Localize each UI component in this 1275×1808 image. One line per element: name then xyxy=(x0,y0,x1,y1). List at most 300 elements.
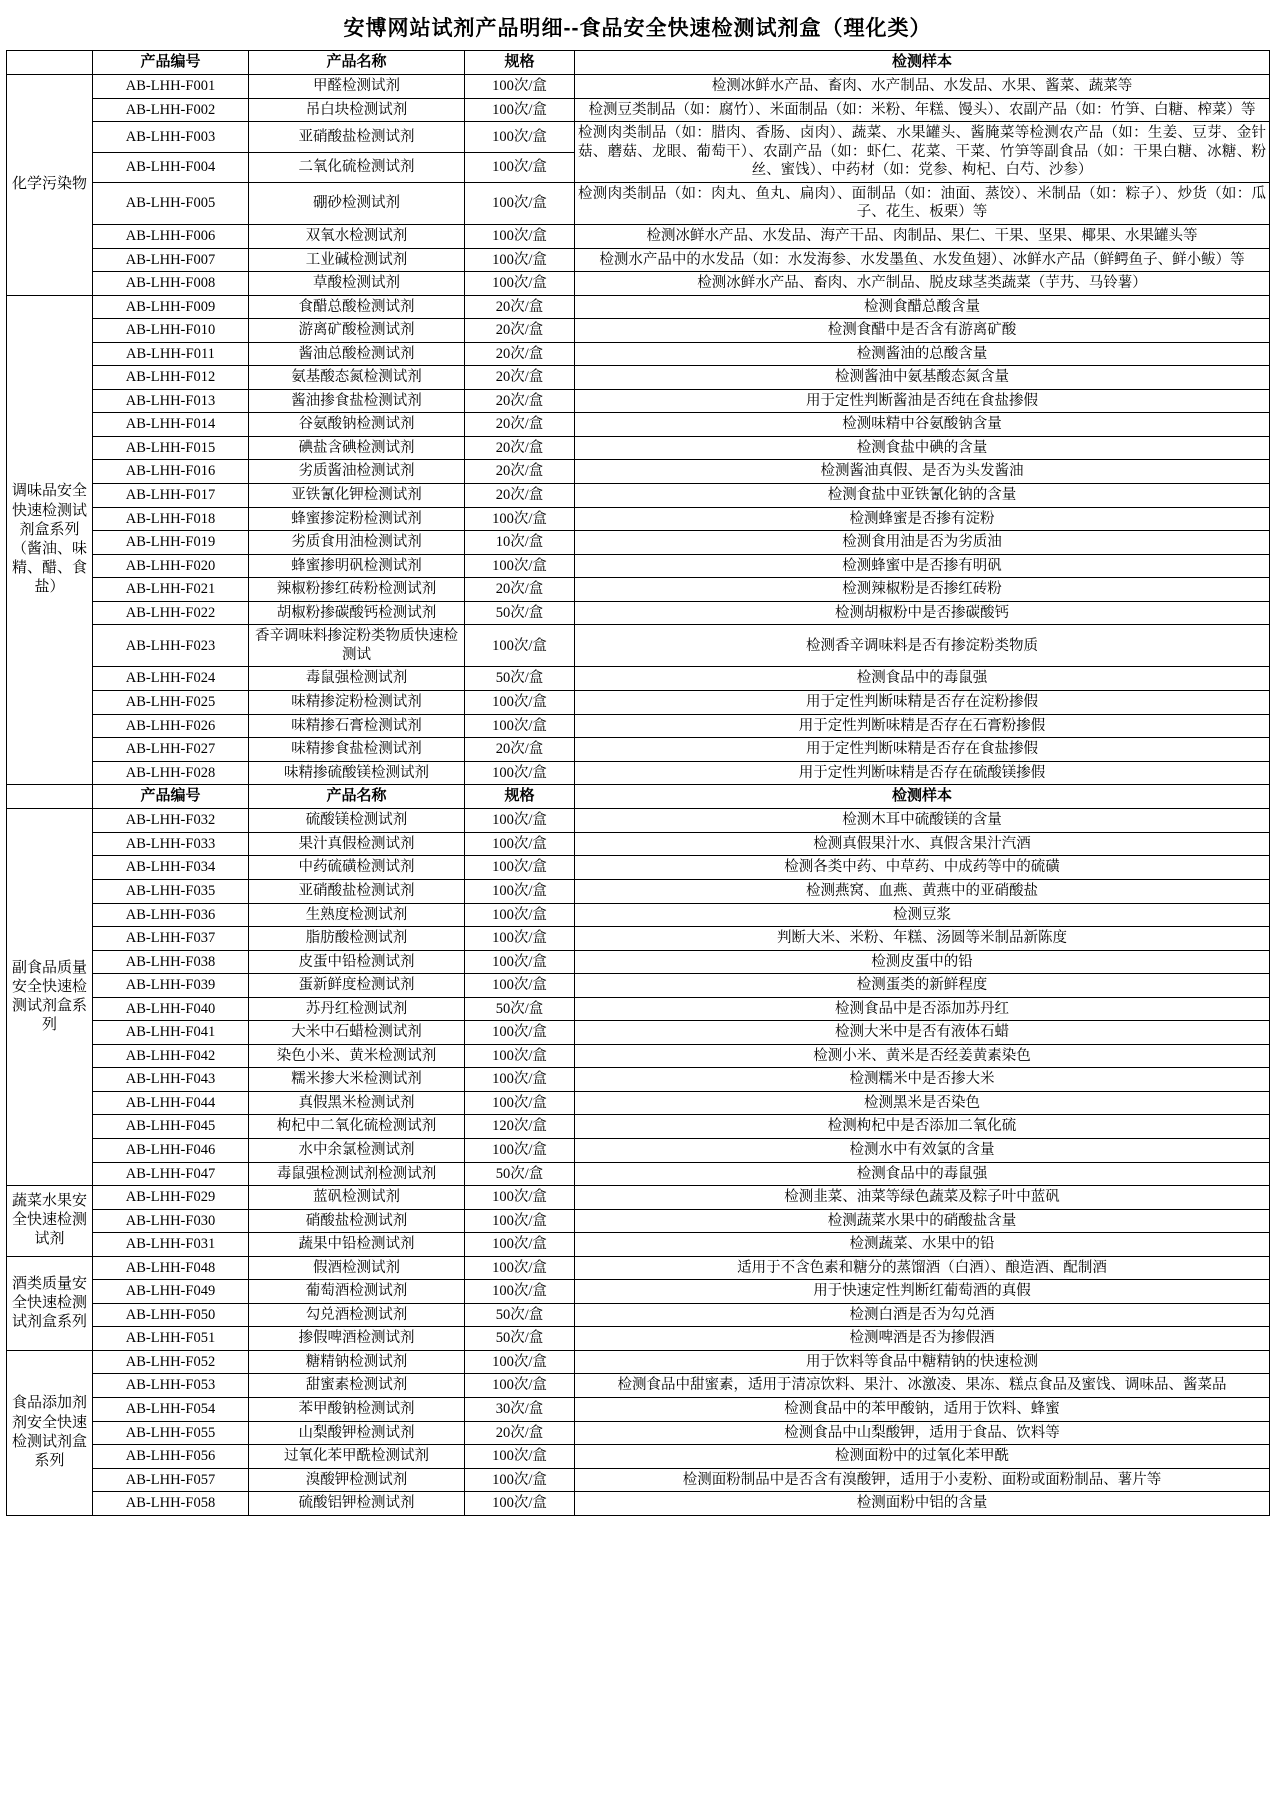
product-spec-cell: 100次/盒 xyxy=(465,1233,575,1257)
product-name-cell: 蔬果中铅检测试剂 xyxy=(249,1233,465,1257)
table-row xyxy=(7,1209,1270,1233)
table-row xyxy=(7,1280,1270,1304)
product-code-cell: AB-LHH-F054 xyxy=(93,1398,249,1422)
product-spec-cell: 100次/盒 xyxy=(465,75,575,99)
product-name-cell: 谷氨酸钠检测试剂 xyxy=(249,413,465,437)
page-title: 安博网站试剂产品明细--食品安全快速检测试剂盒（理化类） xyxy=(343,17,932,40)
table-row xyxy=(7,1398,1270,1422)
product-spec-cell: 20次/盒 xyxy=(465,578,575,602)
product-spec-cell: 100次/盒 xyxy=(465,761,575,785)
product-spec-cell: 100次/盒 xyxy=(465,1350,575,1374)
detection-sample-cell: 用于定性判断味精是否存在食盐掺假 xyxy=(575,738,1270,762)
detection-sample-cell: 检测食品中是否添加苏丹红 xyxy=(575,997,1270,1021)
product-spec-cell: 100次/盒 xyxy=(465,1280,575,1304)
product-code-cell: AB-LHH-F047 xyxy=(93,1162,249,1186)
product-code-cell: AB-LHH-F040 xyxy=(93,997,249,1021)
detection-sample-cell: 检测蔬菜水果中的硝酸盐含量 xyxy=(575,1209,1270,1233)
product-spec-cell: 100次/盒 xyxy=(465,122,575,152)
table-row xyxy=(7,667,1270,691)
product-code-cell: AB-LHH-F044 xyxy=(93,1091,249,1115)
product-spec-cell: 100次/盒 xyxy=(465,248,575,272)
product-name-cell: 食醋总酸检测试剂 xyxy=(249,295,465,319)
product-name-cell: 酱油总酸检测试剂 xyxy=(249,342,465,366)
product-spec-cell: 50次/盒 xyxy=(465,1162,575,1186)
product-name-cell: 果汁真假检测试剂 xyxy=(249,832,465,856)
product-spec-cell: 100次/盒 xyxy=(465,690,575,714)
product-name-cell: 苯甲酸钠检测试剂 xyxy=(249,1398,465,1422)
table-row xyxy=(7,1350,1270,1374)
product-code-cell: AB-LHH-F007 xyxy=(93,248,249,272)
detection-sample-cell: 检测韭菜、油菜等绿色蔬菜及粽子叶中蓝矾 xyxy=(575,1186,1270,1210)
category-cell: 副食品质量安全快速检测试剂盒系列 xyxy=(7,809,93,1186)
product-name-cell: 毒鼠强检测试剂检测试剂 xyxy=(249,1162,465,1186)
table-row xyxy=(7,1186,1270,1210)
product-spec-cell: 20次/盒 xyxy=(465,460,575,484)
product-code-cell: AB-LHH-F053 xyxy=(93,1374,249,1398)
product-code-cell: AB-LHH-F043 xyxy=(93,1068,249,1092)
column-header-code: 产品编号 xyxy=(93,51,249,75)
column-header-spec: 规格 xyxy=(465,51,575,75)
product-spec-cell: 50次/盒 xyxy=(465,667,575,691)
product-name-cell: 山梨酸钾检测试剂 xyxy=(249,1421,465,1445)
product-code-cell: AB-LHH-F051 xyxy=(93,1327,249,1351)
detection-sample-cell: 检测枸杞中是否添加二氧化硫 xyxy=(575,1115,1270,1139)
table-row xyxy=(7,507,1270,531)
product-code-cell: AB-LHH-F045 xyxy=(93,1115,249,1139)
table-row xyxy=(7,927,1270,951)
product-spec-cell: 100次/盒 xyxy=(465,272,575,296)
category-cell: 化学污染物 xyxy=(7,75,93,295)
product-spec-cell: 50次/盒 xyxy=(465,1303,575,1327)
product-name-cell: 脂肪酸检测试剂 xyxy=(249,927,465,951)
product-spec-cell: 100次/盒 xyxy=(465,1138,575,1162)
detection-sample-cell: 判断大米、米粉、年糕、汤圆等米制品新陈度 xyxy=(575,927,1270,951)
product-name-cell: 辣椒粉掺红砖粉检测试剂 xyxy=(249,578,465,602)
product-spec-cell: 100次/盒 xyxy=(465,554,575,578)
product-name-cell: 亚硝酸盐检测试剂 xyxy=(249,122,465,152)
product-code-cell: AB-LHH-F042 xyxy=(93,1044,249,1068)
table-row xyxy=(7,1492,1270,1516)
product-code-cell: AB-LHH-F049 xyxy=(93,1280,249,1304)
product-code-cell: AB-LHH-F018 xyxy=(93,507,249,531)
product-name-cell: 亚硝酸盐检测试剂 xyxy=(249,879,465,903)
table-row xyxy=(7,225,1270,249)
detection-sample-cell: 检测豆浆 xyxy=(575,903,1270,927)
product-code-cell: AB-LHH-F022 xyxy=(93,601,249,625)
column-header-code: 产品编号 xyxy=(93,785,249,809)
table-row xyxy=(7,832,1270,856)
table-row xyxy=(7,625,1270,667)
table-row xyxy=(7,1445,1270,1469)
product-name-cell: 味精掺食盐检测试剂 xyxy=(249,738,465,762)
table-row xyxy=(7,248,1270,272)
product-spec-cell: 120次/盒 xyxy=(465,1115,575,1139)
product-code-cell: AB-LHH-F016 xyxy=(93,460,249,484)
product-code-cell: AB-LHH-F014 xyxy=(93,413,249,437)
table-row xyxy=(7,714,1270,738)
product-name-cell: 硫酸铝钾检测试剂 xyxy=(249,1492,465,1516)
table-row xyxy=(7,761,1270,785)
detection-sample-cell: 检测肉类制品（如：腊肉、香肠、卤肉）、蔬菜、水果罐头、酱腌菜等检测农产品（如：生姜、豆芽、金针菇、蘑菇、龙眼、葡萄干）、农副产品（如：虾仁、花菜、干菜、竹笋等副食品（如：干果白糖、冰糖、粉丝、蜜饯）、中药材（如：党参、枸杞、白芍、沙参） xyxy=(575,122,1270,183)
product-spec-cell: 100次/盒 xyxy=(465,1044,575,1068)
product-spec-cell: 100次/盒 xyxy=(465,507,575,531)
product-code-cell: AB-LHH-F026 xyxy=(93,714,249,738)
product-name-cell: 糖精钠检测试剂 xyxy=(249,1350,465,1374)
product-name-cell: 染色小米、黄米检测试剂 xyxy=(249,1044,465,1068)
detection-sample-cell: 检测黑米是否染色 xyxy=(575,1091,1270,1115)
column-header-category xyxy=(7,785,93,809)
product-spec-cell: 100次/盒 xyxy=(465,98,575,122)
detection-sample-cell: 检测糯米中是否掺大米 xyxy=(575,1068,1270,1092)
detection-sample-cell: 检测冰鲜水产品、畜肉、水产制品、水发品、水果、酱菜、蔬菜等 xyxy=(575,75,1270,99)
product-spec-cell: 100次/盒 xyxy=(465,182,575,224)
product-name-cell: 毒鼠强检测试剂 xyxy=(249,667,465,691)
column-header-name: 产品名称 xyxy=(249,785,465,809)
detection-sample-cell: 检测食品中山梨酸钾，适用于食品、饮料等 xyxy=(575,1421,1270,1445)
product-spec-cell: 100次/盒 xyxy=(465,1374,575,1398)
detection-sample-cell: 检测味精中谷氨酸钠含量 xyxy=(575,413,1270,437)
product-code-cell: AB-LHH-F052 xyxy=(93,1350,249,1374)
product-name-cell: 苏丹红检测试剂 xyxy=(249,997,465,1021)
product-spec-cell: 50次/盒 xyxy=(465,601,575,625)
product-spec-cell: 100次/盒 xyxy=(465,1209,575,1233)
product-code-cell: AB-LHH-F031 xyxy=(93,1233,249,1257)
detection-sample-cell: 检测食品中的苯甲酸钠，适用于饮料、蜂蜜 xyxy=(575,1398,1270,1422)
table-row xyxy=(7,75,1270,99)
table-row xyxy=(7,1468,1270,1492)
column-header-spec: 规格 xyxy=(465,785,575,809)
product-spec-cell: 20次/盒 xyxy=(465,1421,575,1445)
product-name-cell: 过氧化苯甲酰检测试剂 xyxy=(249,1445,465,1469)
detection-sample-cell: 检测冰鲜水产品、水发品、海产干品、肉制品、果仁、干果、坚果、椰果、水果罐头等 xyxy=(575,225,1270,249)
product-spec-cell: 100次/盒 xyxy=(465,1492,575,1516)
table-row xyxy=(7,413,1270,437)
product-name-cell: 劣质食用油检测试剂 xyxy=(249,531,465,555)
product-name-cell: 甜蜜素检测试剂 xyxy=(249,1374,465,1398)
table-row xyxy=(7,1021,1270,1045)
column-header-sample: 检测样本 xyxy=(575,785,1270,809)
category-cell: 蔬菜水果安全快速检测试剂 xyxy=(7,1186,93,1257)
detection-sample-cell: 检测各类中药、中草药、中成药等中的硫磺 xyxy=(575,856,1270,880)
table-row xyxy=(7,1374,1270,1398)
detection-sample-cell: 检测小米、黄米是否经姜黄素染色 xyxy=(575,1044,1270,1068)
product-name-cell: 勾兑酒检测试剂 xyxy=(249,1303,465,1327)
product-code-cell: AB-LHH-F041 xyxy=(93,1021,249,1045)
product-name-cell: 真假黑米检测试剂 xyxy=(249,1091,465,1115)
product-code-cell: AB-LHH-F028 xyxy=(93,761,249,785)
product-spec-cell: 20次/盒 xyxy=(465,436,575,460)
product-name-cell: 硼砂检测试剂 xyxy=(249,182,465,224)
product-spec-cell: 100次/盒 xyxy=(465,927,575,951)
product-code-cell: AB-LHH-F001 xyxy=(93,75,249,99)
detection-sample-cell: 用于定性判断味精是否存在石膏粉掺假 xyxy=(575,714,1270,738)
detection-sample-cell: 用于定性判断酱油是否纯在食盐掺假 xyxy=(575,389,1270,413)
table-row xyxy=(7,1303,1270,1327)
table-row xyxy=(7,1162,1270,1186)
product-name-cell: 草酸检测试剂 xyxy=(249,272,465,296)
product-code-cell: AB-LHH-F033 xyxy=(93,832,249,856)
product-spec-cell: 20次/盒 xyxy=(465,342,575,366)
detection-sample-cell: 检测水产品中的水发品（如：水发海参、水发墨鱼、水发鱼翅）、冰鲜水产品（鲜鳄鱼子、鲜小鲅）等 xyxy=(575,248,1270,272)
product-code-cell: AB-LHH-F039 xyxy=(93,974,249,998)
product-code-cell: AB-LHH-F025 xyxy=(93,690,249,714)
detection-sample-cell: 检测食醋总酸含量 xyxy=(575,295,1270,319)
product-code-cell: AB-LHH-F055 xyxy=(93,1421,249,1445)
product-name-cell: 氨基酸态氮检测试剂 xyxy=(249,366,465,390)
column-header-category xyxy=(7,51,93,75)
table-row xyxy=(7,1068,1270,1092)
product-spec-cell: 50次/盒 xyxy=(465,997,575,1021)
detection-sample-cell: 检测辣椒粉是否掺红砖粉 xyxy=(575,578,1270,602)
detection-sample-cell: 检测面粉中铝的含量 xyxy=(575,1492,1270,1516)
table-row xyxy=(7,1115,1270,1139)
product-code-cell: AB-LHH-F015 xyxy=(93,436,249,460)
product-name-cell: 双氧水检测试剂 xyxy=(249,225,465,249)
product-code-cell: AB-LHH-F046 xyxy=(93,1138,249,1162)
product-name-cell: 酱油掺食盐检测试剂 xyxy=(249,389,465,413)
table-row xyxy=(7,319,1270,343)
product-name-cell: 碘盐含碘检测试剂 xyxy=(249,436,465,460)
product-code-cell: AB-LHH-F038 xyxy=(93,950,249,974)
product-spec-cell: 100次/盒 xyxy=(465,974,575,998)
product-name-cell: 游离矿酸检测试剂 xyxy=(249,319,465,343)
detection-sample-cell: 检测酱油中氨基酸态氮含量 xyxy=(575,366,1270,390)
product-code-cell: AB-LHH-F012 xyxy=(93,366,249,390)
product-code-cell: AB-LHH-F056 xyxy=(93,1445,249,1469)
product-name-cell: 假酒检测试剂 xyxy=(249,1256,465,1280)
product-code-cell: AB-LHH-F029 xyxy=(93,1186,249,1210)
table-row xyxy=(7,879,1270,903)
product-spec-cell: 20次/盒 xyxy=(465,319,575,343)
product-spec-cell: 100次/盒 xyxy=(465,832,575,856)
product-code-cell: AB-LHH-F050 xyxy=(93,1303,249,1327)
product-name-cell: 吊白块检测试剂 xyxy=(249,98,465,122)
product-code-cell: AB-LHH-F008 xyxy=(93,272,249,296)
detection-sample-cell: 检测豆类制品（如：腐竹）、米面制品（如：米粉、年糕、馒头）、农副产品（如：竹笋、白糖、榨菜）等 xyxy=(575,98,1270,122)
detection-sample-cell: 检测大米中是否有液体石蜡 xyxy=(575,1021,1270,1045)
table-row xyxy=(7,366,1270,390)
category-cell: 食品添加剂剂安全快速检测试剂盒系列 xyxy=(7,1350,93,1515)
product-spec-cell: 100次/盒 xyxy=(465,225,575,249)
product-spec-cell: 100次/盒 xyxy=(465,1021,575,1045)
product-name-cell: 生熟度检测试剂 xyxy=(249,903,465,927)
product-name-cell: 葡萄酒检测试剂 xyxy=(249,1280,465,1304)
detection-sample-cell: 检测蛋类的新鲜程度 xyxy=(575,974,1270,998)
product-name-cell: 香辛调味料掺淀粉类物质快速检测试 xyxy=(249,625,465,667)
detection-sample-cell: 检测胡椒粉中是否掺碳酸钙 xyxy=(575,601,1270,625)
table-row xyxy=(7,436,1270,460)
detection-sample-cell: 检测木耳中硫酸镁的含量 xyxy=(575,809,1270,833)
table-row xyxy=(7,950,1270,974)
product-spec-cell: 100次/盒 xyxy=(465,1445,575,1469)
table-row xyxy=(7,690,1270,714)
product-spec-cell: 20次/盒 xyxy=(465,295,575,319)
column-header-sample: 检测样本 xyxy=(575,51,1270,75)
detection-sample-cell: 检测食用油是否为劣质油 xyxy=(575,531,1270,555)
product-spec-cell: 100次/盒 xyxy=(465,1186,575,1210)
product-name-cell: 二氧化硫检测试剂 xyxy=(249,152,465,182)
table-row xyxy=(7,1256,1270,1280)
product-code-cell: AB-LHH-F037 xyxy=(93,927,249,951)
table-row xyxy=(7,856,1270,880)
detection-sample-cell: 检测食盐中亚铁氰化钠的含量 xyxy=(575,484,1270,508)
product-name-cell: 水中余氯检测试剂 xyxy=(249,1138,465,1162)
table-row xyxy=(7,809,1270,833)
product-code-cell: AB-LHH-F005 xyxy=(93,182,249,224)
table-row xyxy=(7,997,1270,1021)
product-code-cell: AB-LHH-F058 xyxy=(93,1492,249,1516)
product-name-cell: 甲醛检测试剂 xyxy=(249,75,465,99)
detection-sample-cell: 检测食品中的毒鼠强 xyxy=(575,667,1270,691)
detection-sample-cell: 检测酱油的总酸含量 xyxy=(575,342,1270,366)
product-spec-cell: 100次/盒 xyxy=(465,879,575,903)
product-code-cell: AB-LHH-F011 xyxy=(93,342,249,366)
product-code-cell: AB-LHH-F004 xyxy=(93,152,249,182)
product-spec-cell: 100次/盒 xyxy=(465,856,575,880)
detection-sample-cell: 检测啤酒是否为掺假酒 xyxy=(575,1327,1270,1351)
table-row xyxy=(7,1091,1270,1115)
product-spec-cell: 100次/盒 xyxy=(465,809,575,833)
table-header-row xyxy=(7,51,1270,75)
product-spec-cell: 20次/盒 xyxy=(465,738,575,762)
product-spec-cell: 10次/盒 xyxy=(465,531,575,555)
product-name-cell: 糯米掺大米检测试剂 xyxy=(249,1068,465,1092)
table-row xyxy=(7,578,1270,602)
product-table xyxy=(6,50,1270,1516)
product-code-cell: AB-LHH-F032 xyxy=(93,809,249,833)
detection-sample-cell: 用于快速定性判断红葡萄酒的真假 xyxy=(575,1280,1270,1304)
detection-sample-cell: 检测皮蛋中的铅 xyxy=(575,950,1270,974)
product-name-cell: 亚铁氰化钾检测试剂 xyxy=(249,484,465,508)
product-name-cell: 蜂蜜掺淀粉检测试剂 xyxy=(249,507,465,531)
product-spec-cell: 100次/盒 xyxy=(465,152,575,182)
table-row xyxy=(7,1233,1270,1257)
product-spec-cell: 100次/盒 xyxy=(465,1068,575,1092)
product-code-cell: AB-LHH-F020 xyxy=(93,554,249,578)
product-name-cell: 硫酸镁检测试剂 xyxy=(249,809,465,833)
product-code-cell: AB-LHH-F035 xyxy=(93,879,249,903)
detection-sample-cell: 检测香辛调味料是否有掺淀粉类物质 xyxy=(575,625,1270,667)
product-name-cell: 皮蛋中铅检测试剂 xyxy=(249,950,465,974)
product-spec-cell: 20次/盒 xyxy=(465,413,575,437)
product-name-cell: 工业碱检测试剂 xyxy=(249,248,465,272)
product-spec-cell: 20次/盒 xyxy=(465,484,575,508)
product-code-cell: AB-LHH-F023 xyxy=(93,625,249,667)
product-code-cell: AB-LHH-F048 xyxy=(93,1256,249,1280)
product-code-cell: AB-LHH-F006 xyxy=(93,225,249,249)
table-header-row xyxy=(7,785,1270,809)
detection-sample-cell: 检测冰鲜水产品、畜肉、水产制品、脱皮球茎类蔬菜（芋艿、马铃薯） xyxy=(575,272,1270,296)
product-code-cell: AB-LHH-F034 xyxy=(93,856,249,880)
detection-sample-cell: 用于定性判断味精是否存在淀粉掺假 xyxy=(575,690,1270,714)
product-code-cell: AB-LHH-F036 xyxy=(93,903,249,927)
detection-sample-cell: 检测白酒是否为勾兑酒 xyxy=(575,1303,1270,1327)
detection-sample-cell: 检测真假果汁水、真假含果汁汽酒 xyxy=(575,832,1270,856)
product-code-cell: AB-LHH-F013 xyxy=(93,389,249,413)
product-name-cell: 中药硫磺检测试剂 xyxy=(249,856,465,880)
detection-sample-cell: 用于定性判断味精是否存在硫酸镁掺假 xyxy=(575,761,1270,785)
product-spec-cell: 100次/盒 xyxy=(465,1256,575,1280)
product-name-cell: 劣质酱油检测试剂 xyxy=(249,460,465,484)
product-code-cell: AB-LHH-F030 xyxy=(93,1209,249,1233)
detection-sample-cell: 检测水中有效氯的含量 xyxy=(575,1138,1270,1162)
table-row xyxy=(7,1421,1270,1445)
product-code-cell: AB-LHH-F019 xyxy=(93,531,249,555)
table-row xyxy=(7,1327,1270,1351)
detection-sample-cell: 检测食品中甜蜜素，适用于清凉饮料、果汁、冰激凌、果冻、糕点食品及蜜饯、调味品、酱菜品 xyxy=(575,1374,1270,1398)
product-spec-cell: 20次/盒 xyxy=(465,366,575,390)
table-row xyxy=(7,738,1270,762)
product-spec-cell: 100次/盒 xyxy=(465,903,575,927)
product-spec-cell: 30次/盒 xyxy=(465,1398,575,1422)
detection-sample-cell: 检测面粉中的过氧化苯甲酰 xyxy=(575,1445,1270,1469)
detection-sample-cell: 检测食醋中是否含有游离矿酸 xyxy=(575,319,1270,343)
table-row xyxy=(7,389,1270,413)
product-code-cell: AB-LHH-F057 xyxy=(93,1468,249,1492)
product-code-cell: AB-LHH-F002 xyxy=(93,98,249,122)
product-spec-cell: 100次/盒 xyxy=(465,1091,575,1115)
table-row xyxy=(7,974,1270,998)
category-cell: 调味品安全快速检测试剂盒系列（酱油、味精、醋、食盐） xyxy=(7,295,93,784)
table-row xyxy=(7,122,1270,152)
table-row xyxy=(7,342,1270,366)
product-spec-cell: 100次/盒 xyxy=(465,714,575,738)
product-name-cell: 蜂蜜掺明矾检测试剂 xyxy=(249,554,465,578)
table-row xyxy=(7,460,1270,484)
detection-sample-cell: 检测食盐中碘的含量 xyxy=(575,436,1270,460)
product-code-cell: AB-LHH-F027 xyxy=(93,738,249,762)
product-name-cell: 枸杞中二氧化硫检测试剂 xyxy=(249,1115,465,1139)
detection-sample-cell: 检测肉类制品（如：肉丸、鱼丸、扁肉）、面制品（如：油面、蒸饺）、米制品（如：粽子）、炒货（如：瓜子、花生、板栗）等 xyxy=(575,182,1270,224)
table-row xyxy=(7,98,1270,122)
detection-sample-cell: 检测蔬菜、水果中的铅 xyxy=(575,1233,1270,1257)
table-row xyxy=(7,182,1270,224)
product-code-cell: AB-LHH-F009 xyxy=(93,295,249,319)
detection-sample-cell: 检测蜂蜜中是否掺有明矾 xyxy=(575,554,1270,578)
detection-sample-cell: 检测燕窝、血燕、黄燕中的亚硝酸盐 xyxy=(575,879,1270,903)
product-code-cell: AB-LHH-F003 xyxy=(93,122,249,152)
table-row xyxy=(7,295,1270,319)
product-code-cell: AB-LHH-F010 xyxy=(93,319,249,343)
product-name-cell: 大米中石蜡检测试剂 xyxy=(249,1021,465,1045)
product-name-cell: 蛋新鲜度检测试剂 xyxy=(249,974,465,998)
table-row xyxy=(7,531,1270,555)
detection-sample-cell: 检测蜂蜜是否掺有淀粉 xyxy=(575,507,1270,531)
detection-sample-cell: 检测酱油真假、是否为头发酱油 xyxy=(575,460,1270,484)
table-row xyxy=(7,1044,1270,1068)
product-spec-cell: 50次/盒 xyxy=(465,1327,575,1351)
product-spec-cell: 100次/盒 xyxy=(465,1468,575,1492)
detection-sample-cell: 检测面粉制品中是否含有溴酸钾，适用于小麦粉、面粉或面粉制品、薯片等 xyxy=(575,1468,1270,1492)
table-row xyxy=(7,903,1270,927)
product-spec-cell: 100次/盒 xyxy=(465,950,575,974)
category-cell: 酒类质量安全快速检测试剂盒系列 xyxy=(7,1256,93,1350)
product-name-cell: 胡椒粉掺碳酸钙检测试剂 xyxy=(249,601,465,625)
product-name-cell: 掺假啤酒检测试剂 xyxy=(249,1327,465,1351)
product-code-cell: AB-LHH-F024 xyxy=(93,667,249,691)
product-name-cell: 味精掺硫酸镁检测试剂 xyxy=(249,761,465,785)
column-header-name: 产品名称 xyxy=(249,51,465,75)
product-code-cell: AB-LHH-F017 xyxy=(93,484,249,508)
detection-sample-cell: 适用于不含色素和糖分的蒸馏酒（白酒）、酿造酒、配制酒 xyxy=(575,1256,1270,1280)
product-name-cell: 蓝矾检测试剂 xyxy=(249,1186,465,1210)
detection-sample-cell: 用于饮料等食品中糖精钠的快速检测 xyxy=(575,1350,1270,1374)
product-name-cell: 味精掺淀粉检测试剂 xyxy=(249,690,465,714)
product-spec-cell: 100次/盒 xyxy=(465,625,575,667)
product-spec-cell: 20次/盒 xyxy=(465,389,575,413)
table-row xyxy=(7,484,1270,508)
table-row xyxy=(7,1138,1270,1162)
